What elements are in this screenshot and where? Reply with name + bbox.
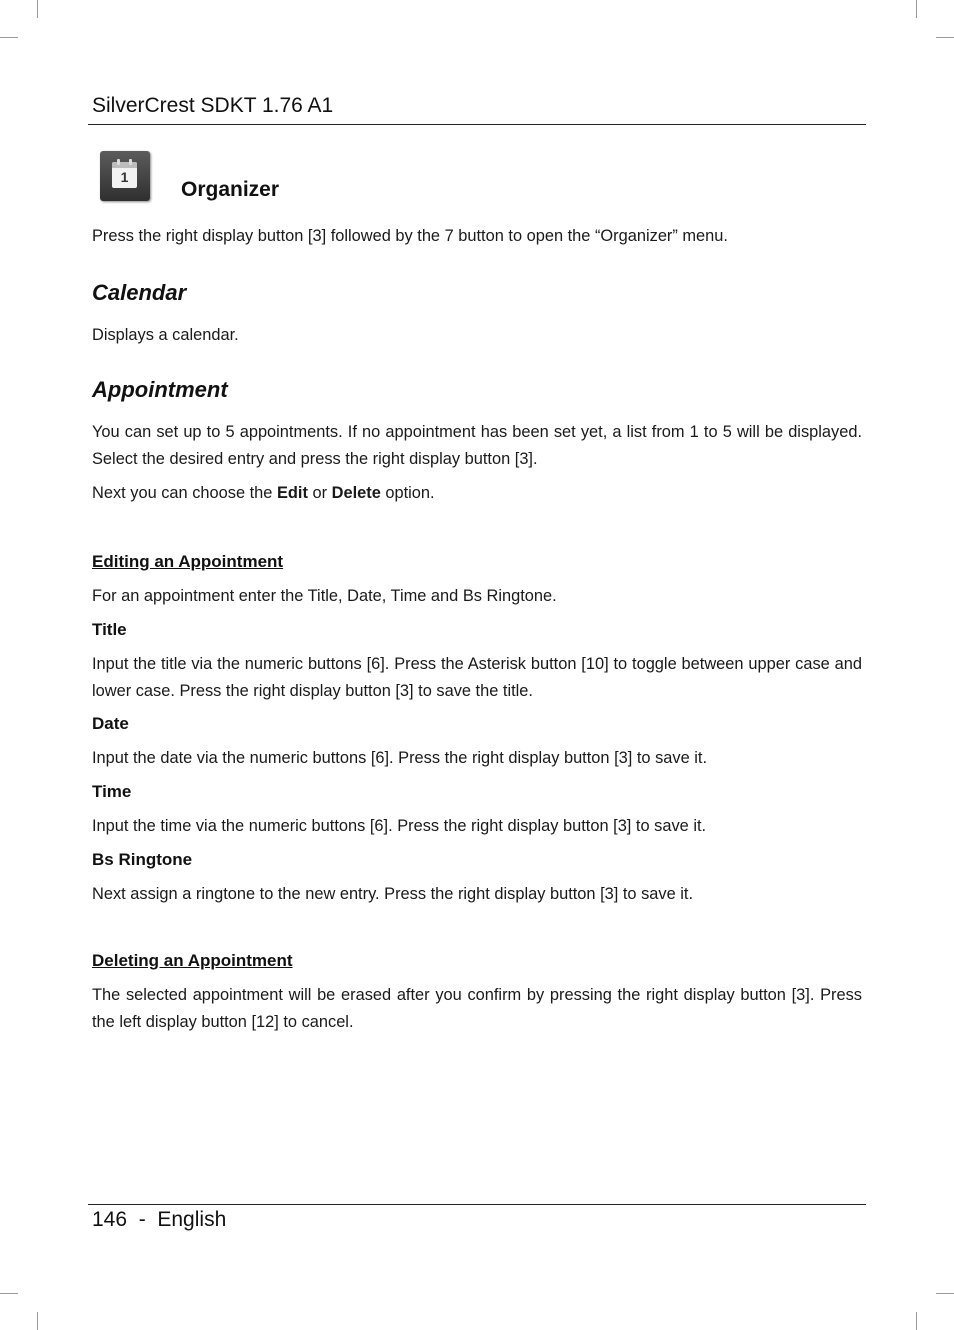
crop-mark xyxy=(0,37,18,38)
date-text: Input the date via the numeric buttons [6]. Press the right display button [3] to save it. xyxy=(92,749,708,767)
time-heading: Time xyxy=(92,782,132,801)
editing-heading: Editing an Appointment xyxy=(92,552,284,571)
page-footer: 146 - English xyxy=(92,1208,227,1231)
calendar-page xyxy=(112,162,137,188)
deleting-heading: Deleting an Appointment xyxy=(92,951,293,970)
calendar-icon xyxy=(100,151,150,201)
crop-mark xyxy=(0,1293,18,1294)
time-text: Input the time via the numeric buttons [6]. Press the right display button [3] to save it. xyxy=(92,817,707,835)
organizer-intro: Press the right display button [3] followed by the 7 button to open the “Organizer” menu. xyxy=(92,227,728,245)
crop-mark xyxy=(936,1293,954,1294)
crop-mark xyxy=(916,1312,917,1330)
calendar-bar xyxy=(112,162,137,168)
title-text: Input the title via the numeric buttons [6]. Press the Asterisk button [10] to toggle between upper case and lower case. Press the right display button [3] to save the title. xyxy=(92,655,862,700)
calendar-ring xyxy=(129,159,132,165)
calendar-ring xyxy=(117,159,120,165)
ringtone-heading: Bs Ringtone xyxy=(92,850,193,869)
options-or: or xyxy=(307,484,332,502)
header-title: SilverCrest SDKT 1.76 A1 xyxy=(92,94,334,117)
title-heading: Title xyxy=(92,620,127,639)
options-suffix: option. xyxy=(380,484,435,502)
calendar-icon-number: 1 xyxy=(120,169,129,185)
deleting-text: The selected appointment will be erased after you confirm by pressing the right display button [3]. Press the left display button [12] to cancel. xyxy=(92,986,862,1031)
crop-mark xyxy=(916,0,917,18)
calendar-heading: Calendar xyxy=(92,280,187,305)
appointment-text: You can set up to 5 appointments. If no appointment has been set yet, a list from 1 to 5 will be displayed. Select the desired entry and press the right display button [3]. xyxy=(92,423,862,468)
editing-intro: For an appointment enter the Title, Date, Time and Bs Ringtone. xyxy=(92,587,557,605)
appointment-options xyxy=(92,480,862,507)
crop-mark xyxy=(37,1312,38,1330)
appointment-heading: Appointment xyxy=(92,377,228,402)
calendar-text: Displays a calendar. xyxy=(92,326,239,344)
crop-mark xyxy=(37,0,38,18)
ringtone-text: Next assign a ringtone to the new entry. Press the right display button [3] to save it. xyxy=(92,885,694,903)
date-heading: Date xyxy=(92,714,129,733)
footer-rule xyxy=(88,1204,866,1205)
header-rule xyxy=(88,124,866,125)
delete-option: Delete xyxy=(331,484,381,502)
edit-option: Edit xyxy=(276,484,308,502)
options-prefix: Next you can choose the xyxy=(92,484,277,502)
crop-mark xyxy=(936,37,954,38)
organizer-heading: Organizer xyxy=(181,178,280,201)
